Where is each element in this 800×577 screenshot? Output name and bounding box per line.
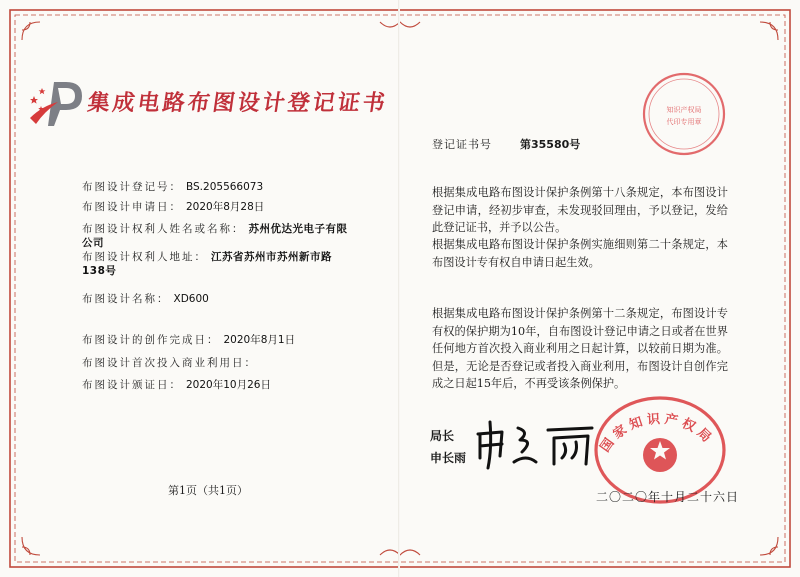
field-label: 布图设计颁证日： <box>82 379 182 391</box>
field-value-line2: 138号 <box>82 265 117 277</box>
field-first-commercial-use-date <box>82 356 261 370</box>
field-value: 2020年8月1日 <box>223 334 296 346</box>
statement-paragraph-3: 根据集成电路布图设计保护条例第十二条规定，布图设计专有权的保护期为10年，自布图设计登记申请之日或者在世界任何地方首次投入商业利用之日起计算，以较前日期为准。但是，无论是否登记或者投入商业利用，布图设计自创作完成之日起15年后，不再受该条例保护。 <box>432 307 728 390</box>
handwritten-signature-icon <box>474 418 604 470</box>
field-label: 布图设计权利人姓名或名称： <box>82 223 245 235</box>
seal-text: 国家知识产权局 <box>597 411 717 456</box>
field-value: 苏州优达光电子有限 <box>248 223 348 235</box>
field-value-line2: 公司 <box>82 237 104 249</box>
field-value: 2020年8月28日 <box>186 201 265 213</box>
statement-paragraph-1: 根据集成电路布图设计保护条例第十八条规定，本布图设计登记申请，经初步审查，未发现驳回理由，予以登记，发给此登记证书，并予以公告。 <box>432 186 728 234</box>
field-value: BS.205566073 <box>186 181 264 193</box>
signer-title: 局长 <box>430 429 455 443</box>
issue-date-chinese: 二〇二〇年十月二十六日 <box>596 490 740 504</box>
field-value: 江苏省苏州市苏州新市路 <box>211 251 332 263</box>
ip-office-logo-icon <box>28 78 84 128</box>
field-rightholder-name <box>82 222 348 236</box>
field-application-date <box>82 200 264 214</box>
field-value: XD600 <box>173 293 209 305</box>
field-rightholder-address <box>82 250 332 264</box>
field-registration-number <box>82 180 263 194</box>
field-issue-date <box>82 378 271 392</box>
certificate-number-label: 登记证书号 <box>432 138 492 151</box>
signer-name: 申长雨 <box>430 451 467 465</box>
seal-line-1: 知识产权局 <box>666 106 702 114</box>
certificate-number-value: 第35580号 <box>520 138 581 151</box>
page-fold <box>398 0 400 577</box>
certificate-title: 集成电路布图设计登记证书 <box>85 90 390 116</box>
certificate-number <box>432 136 581 152</box>
field-rightholder-name-continued <box>82 236 104 250</box>
field-label: 布图设计权利人地址： <box>82 251 207 263</box>
field-rightholder-address-continued <box>82 264 116 278</box>
field-label: 布图设计的创作完成日： <box>82 334 220 346</box>
field-label: 布图设计登记号： <box>82 181 182 193</box>
field-label: 布图设计名称： <box>82 293 170 305</box>
field-design-name <box>82 292 209 306</box>
field-label: 布图设计申请日： <box>82 201 182 213</box>
small-seal-stamp-icon <box>640 70 728 158</box>
field-creation-date <box>82 333 295 347</box>
page-number: 第1页（共1页） <box>168 484 248 497</box>
statement-paragraph-2: 根据集成电路布图设计保护条例实施细则第二十条规定，本布图设计专有权自申请日起生效。 <box>432 238 728 269</box>
field-label: 布图设计首次投入商业利用日： <box>82 357 257 369</box>
seal-line-2: 代印专用章 <box>666 118 702 126</box>
field-value: 2020年10月26日 <box>186 379 271 391</box>
